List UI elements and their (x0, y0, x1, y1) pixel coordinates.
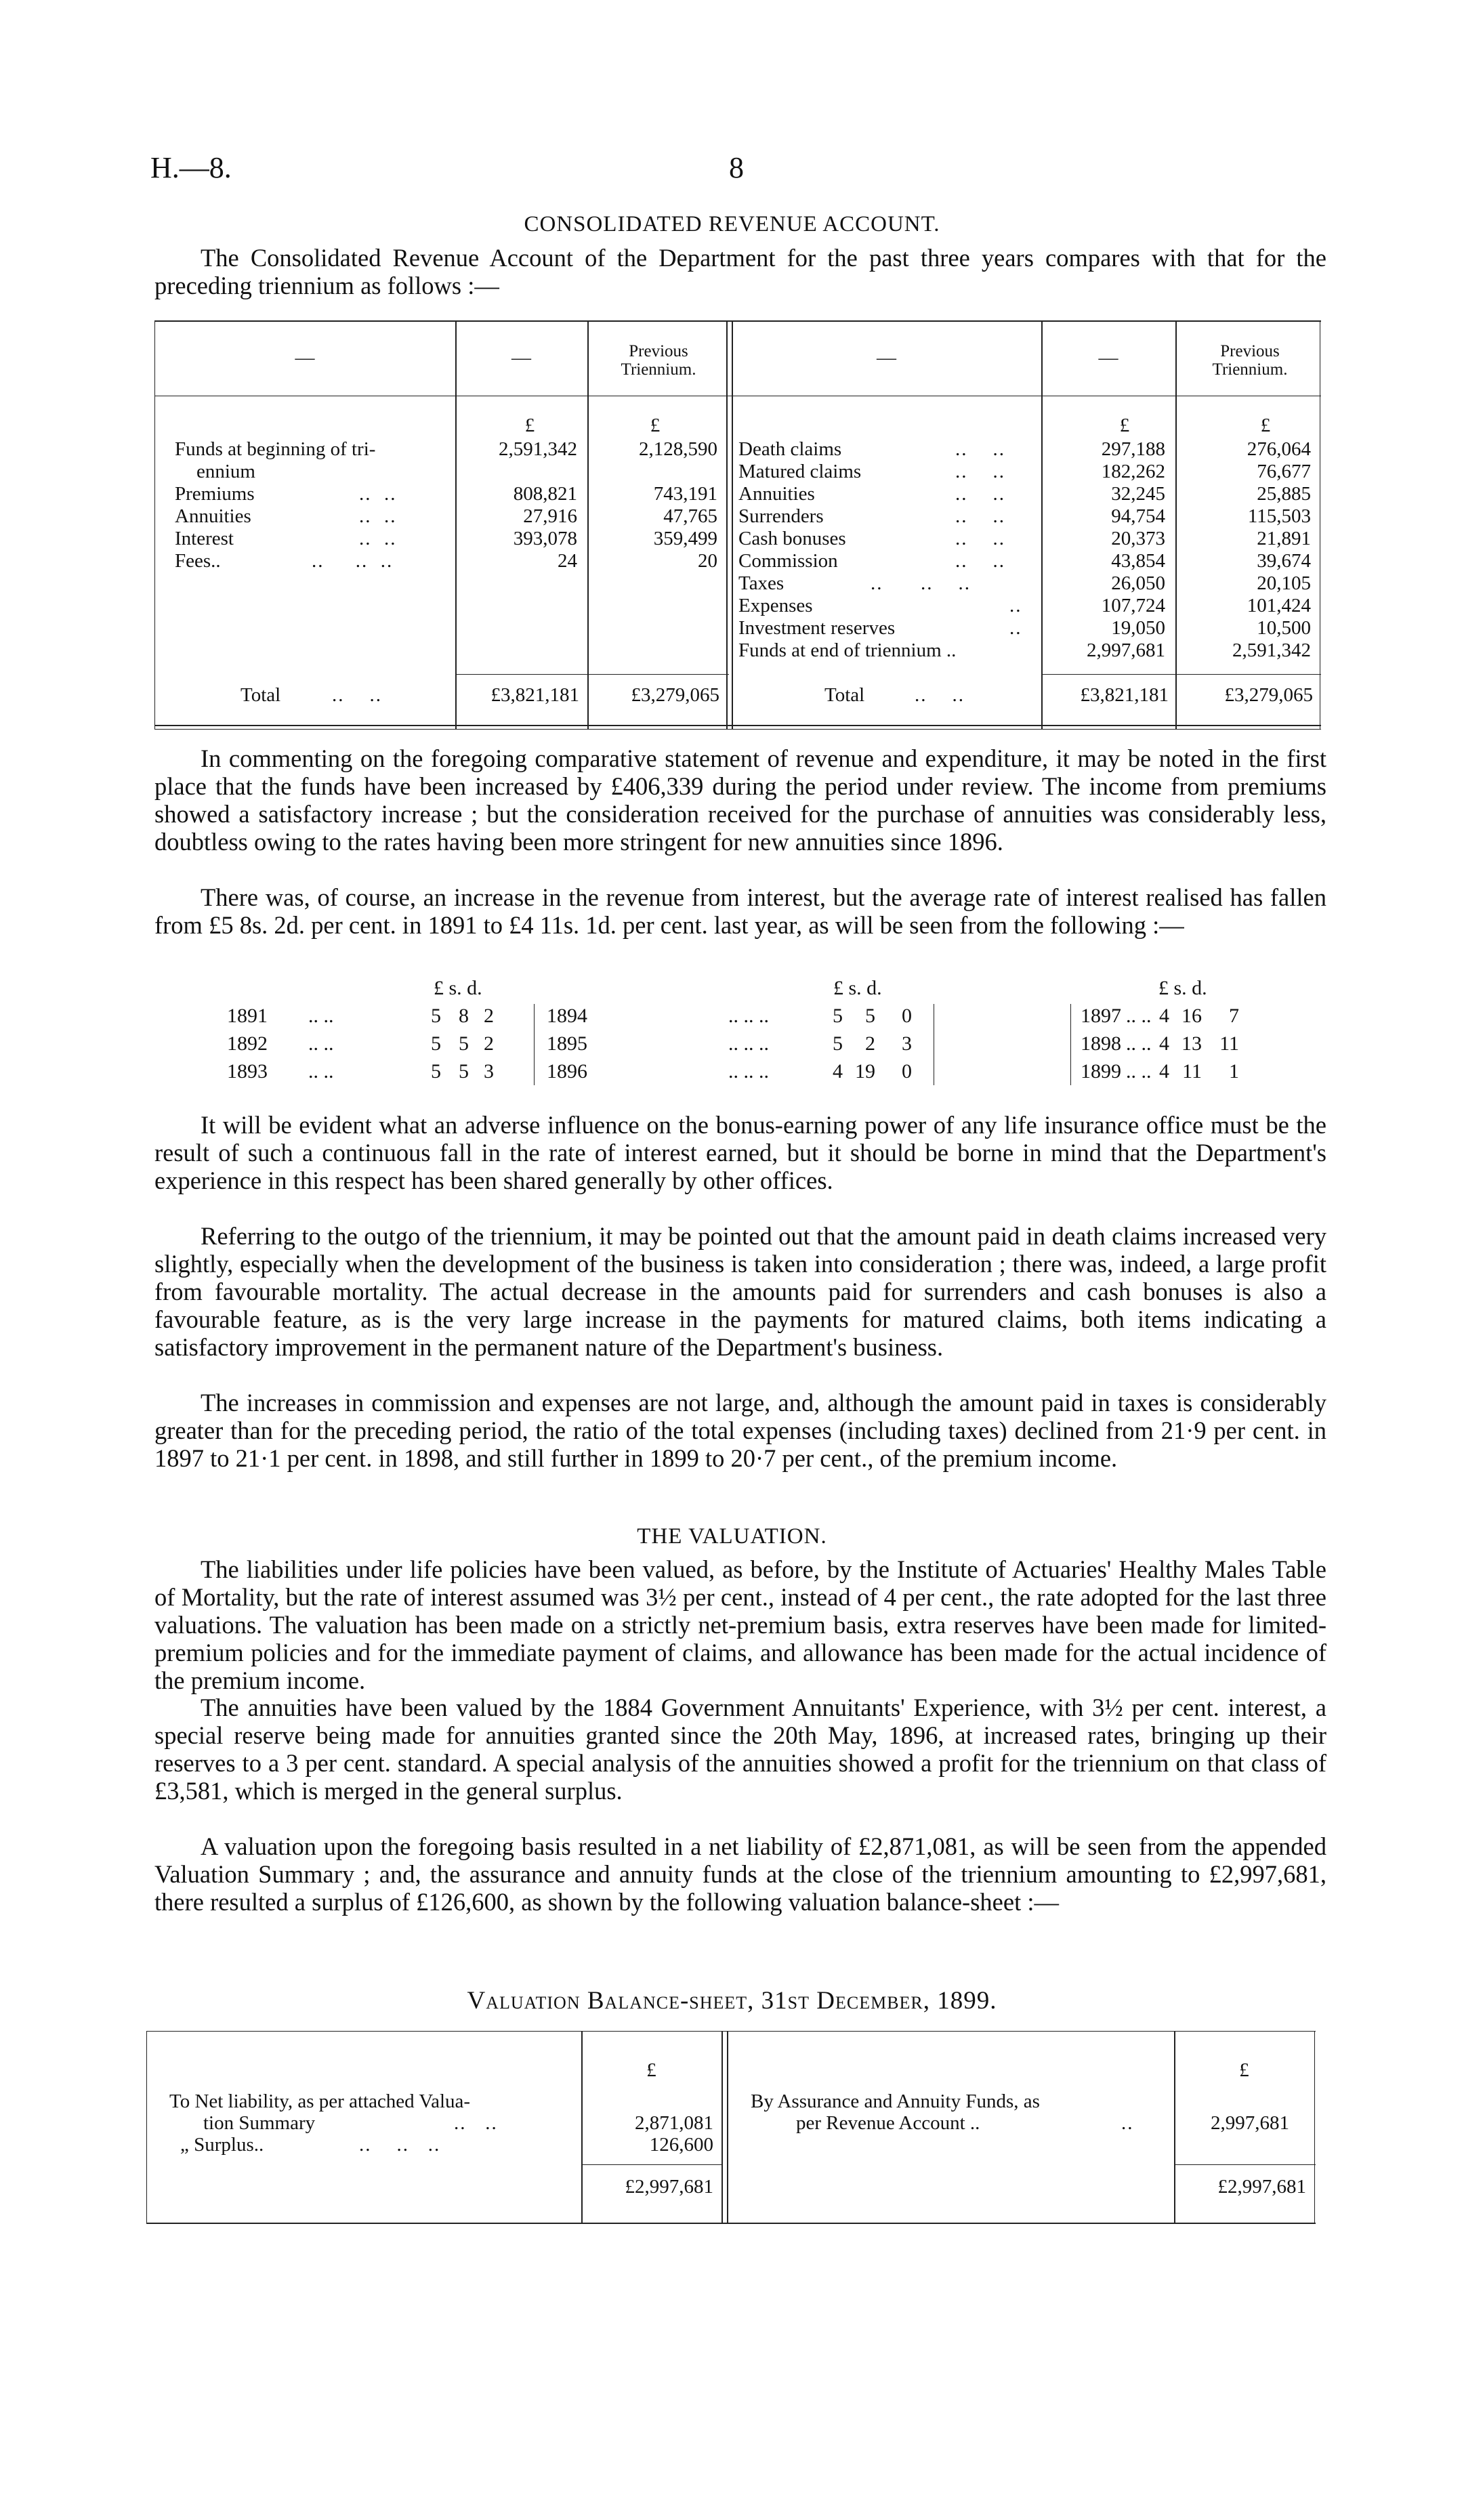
interest-shillings: 16 (1181, 1005, 1202, 1027)
left-row-current: 2,591,342 (499, 438, 577, 460)
dot-leader: .. .. .. (728, 1005, 769, 1027)
left-row-current: 808,821 (513, 483, 577, 505)
paragraph-outgo: Referring to the outgo of the triennium, it may be pointed out that the amount paid in death claims increased very slightly, especially when the development of the business is taken into consideration ; there was, indeed, a large profit from favourable mortality. The actual decrease in the amounts paid for surrenders and cash bonuses is also a favourable feature, as is the very large increase in the payments for matured claims, both items indicating a satisfactory improvement in the permanent nature of the Department's business. (154, 1222, 1326, 1361)
right-row-label: Funds at end of triennium .. (738, 639, 957, 661)
section-heading-valuation: THE VALUATION. (637, 1524, 827, 1549)
dot-leader: .. .. (1126, 1005, 1152, 1027)
interest-shillings: 5 (459, 1032, 469, 1055)
right-row-label: Annuities (738, 483, 815, 505)
interest-year: 1894 (547, 1005, 587, 1027)
interest-pounds: 4 (1159, 1005, 1169, 1027)
right-row-previous: 101,424 (1247, 595, 1311, 616)
left-row-current: 27,916 (523, 505, 577, 527)
left-row-label: Annuities (175, 505, 251, 527)
right-row-previous: 76,677 (1257, 461, 1311, 482)
currency-symbol: £ (650, 415, 661, 436)
left-row-label: Interest (175, 528, 234, 549)
interest-year: 1898 (1081, 1032, 1121, 1055)
col-header-right-current: — (1098, 347, 1118, 369)
interest-pounds: 4 (1159, 1060, 1169, 1083)
interest-shillings: 5 (865, 1005, 875, 1027)
right-row-label: Cash bonuses (738, 528, 846, 549)
interest-pounds: 5 (431, 1060, 441, 1083)
interest-shillings: 5 (459, 1060, 469, 1083)
interest-pence: 1 (1229, 1060, 1239, 1083)
revenue-intro: The Consolidated Revenue Account of the Department for the past three years compares with that for the preceding triennium as follows :— (154, 244, 1326, 299)
document-reference: H.—8. (150, 151, 232, 184)
right-total-label: Total (824, 684, 865, 706)
paragraph-valuation-result: A valuation upon the foregoing basis resulted in a net liability of £2,871,081, as will be seen from the appended Valuation Summary ; and, the assurance and annuity funds at the close of the triennium amounting to £2,997,681, there resulted a surplus of £126,600, as shown by the following valuation balance-sheet :— (154, 1832, 1326, 1916)
interest-shillings: 13 (1181, 1032, 1202, 1055)
lsd-header: £ s. d. (833, 977, 882, 999)
right-row-current: 182,262 (1101, 461, 1165, 482)
interest-shillings: 11 (1182, 1060, 1202, 1083)
lsd-header: £ s. d. (434, 977, 482, 999)
currency-symbol: £ (1119, 415, 1130, 436)
right-row-label: Surrenders (738, 505, 824, 527)
interest-year: 1892 (227, 1032, 268, 1055)
lsd-header: £ s. d. (1158, 977, 1207, 999)
right-row-current: 19,050 (1111, 617, 1165, 639)
interest-pence: 7 (1229, 1005, 1239, 1027)
col-header-right-label: — (877, 347, 896, 369)
dot-leader: .. .. (1126, 1060, 1152, 1083)
interest-pounds: 5 (431, 1005, 441, 1027)
right-row-current: 32,245 (1111, 483, 1165, 505)
right-total-previous: £3,279,065 (1224, 684, 1313, 706)
interest-shillings: 8 (459, 1005, 469, 1027)
right-row-previous: 39,674 (1257, 550, 1311, 572)
interest-year: 1899 (1081, 1060, 1121, 1083)
col-header-left-label: — (295, 347, 315, 369)
balance-sheet-title: Valuation Balance-sheet, 31st December, 1899. (467, 1987, 997, 2015)
paragraph-annuities: The annuities have been valued by the 1884 Government Annuitants' Experience, with 3½ per cent. interest, a special reserve being made for annuities granted since the 20th May, 1896, at increased rates, bringing up their reserves to a 3 per cent. standard. A special analysis of the annuities showed a profit for the triennium on that class of £3,581, which is merged in the general surplus. (154, 1694, 1326, 1805)
interest-year: 1897 (1081, 1005, 1121, 1027)
left-row-current: 24 (558, 550, 577, 572)
dot-leader: .. .. (1126, 1032, 1152, 1055)
interest-year: 1893 (227, 1060, 268, 1083)
right-row-label: Commission (738, 550, 838, 572)
balance-sheet-table: £ £ To Net liability, as per attached Valua- tion Summary .. .. „ Surplus.. .. .. .. 2,871,081 126,600 £2,997,681 By Assurance and Annuity Funds, as per Revenue Account .. .. 2,997,681 £2,997,681 (0, 0, 1464, 2303)
paragraph-commission: The increases in commission and expenses are not large, and, although the amount paid in taxes is considerably greater than for the preceding period, the ratio of the total expenses (including taxes) declined from 21·9 per cent. in 1897 to 21·1 per cent. in 1898, and still further in 1899 to 20·7 per cent., of the premium income. (154, 1389, 1326, 1472)
section-heading-revenue: CONSOLIDATED REVENUE ACCOUNT. (524, 212, 940, 236)
page-number: 8 (729, 151, 744, 184)
interest-shillings: 19 (855, 1060, 875, 1083)
interest-pence: 3 (902, 1032, 912, 1055)
sheet-net-liability: 2,871,081 (635, 2112, 713, 2134)
right-row-current: 43,854 (1111, 550, 1165, 572)
right-row-current: 297,188 (1101, 438, 1165, 460)
right-row-label: Investment reserves (738, 617, 896, 639)
right-row-previous: 115,503 (1247, 505, 1311, 527)
currency-symbol: £ (1239, 2059, 1249, 2081)
col-header-left-current: — (511, 347, 531, 369)
paragraph-liabilities: The liabilities under life policies have been valued, as before, by the Institute of Actuaries' Healthy Males Table of Mortality, but the rate of interest assumed was 3½ per cent., instead of 4 per cent., the rate adopted for the last three valuations. The valuation has been made on a strictly net-premium basis, extra reserves have been made for limited-premium policies and for the immediate payment of claims, and allowance has been made for the actual incidence of the premium income. (154, 1555, 1326, 1694)
interest-pence: 11 (1219, 1032, 1239, 1055)
interest-pounds: 5 (833, 1032, 843, 1055)
col-header-left-previous: Previous Triennium. (621, 342, 696, 379)
interest-pounds: 4 (1159, 1032, 1169, 1055)
left-total-label: Total (240, 684, 281, 706)
sheet-right-label: By Assurance and Annuity Funds, as (751, 2091, 1040, 2112)
dot-leader: .. .. (308, 1005, 334, 1027)
left-row-previous: 743,191 (653, 483, 717, 505)
paragraph-commentary: In commenting on the foregoing comparative statement of revenue and expenditure, it may be noted in the first place that the funds have been increased by £406,339 during the period under review. The income from premiums showed a satisfactory increase ; but the consideration received for the purchase of annuities was considerably less, doubtless owing to the rates having been more stringent for new annuities since 1896. (154, 744, 1326, 856)
left-row-label: Fees.. (175, 550, 221, 572)
interest-pounds: 5 (833, 1005, 843, 1027)
sheet-surplus: 126,600 (649, 2134, 713, 2156)
right-row-current: 2,997,681 (1087, 639, 1165, 661)
sheet-right-label: per Revenue Account .. (796, 2112, 980, 2134)
right-row-previous: 20,105 (1257, 572, 1311, 594)
sheet-left-label: tion Summary (203, 2112, 316, 2134)
left-row-previous: 20 (698, 550, 717, 572)
dot-leader: .. .. (308, 1060, 334, 1083)
dot-leader: .. .. .. (728, 1032, 769, 1055)
left-row-previous: 47,765 (663, 505, 717, 527)
currency-symbol: £ (646, 2059, 656, 2081)
interest-pounds: 4 (833, 1060, 843, 1083)
interest-year: 1891 (227, 1005, 268, 1027)
sheet-left-label: „ Surplus.. (180, 2134, 264, 2156)
sheet-left-label: To Net liability, as per attached Valua- (169, 2091, 471, 2112)
right-row-label: Taxes (738, 572, 785, 594)
revenue-table: — — Previous Triennium. — — Previous Triennium. £ £ £ £ Funds at beginning of tri- ennium 2,591,342 2,128,590 Premiums .. .. 808,821 743,191 Annuities .. .. 27,916 47,765 Interest .. .. 393,078 359,499 Fees.. .. .. .. 24 20 Death claims 297,188 276,064 Matured claims 182,262 76,677 Annuities 32,245 25,885 Surrenders 94,754 115,503 Cash bonuses 20,373 21,891 Commission 43,854 39,674 Taxes 26,050 20,105 Expenses 107,724 101,424 Investment reserves 19,050 10,500 Funds at end of triennium .. 2,997,681 2,591,342 Total .. .. £3,821,181 £3,279,065 Total .. .. £3,821,181 £3,279,065 (0, 0, 1464, 745)
dot-leader: .. .. (308, 1032, 334, 1055)
paragraph-adverse-influence: It will be evident what an adverse influence on the bonus-earning power of any life insurance office must be the result of such a continuous fall in the rate of interest earned, but it should be borne in mind that the Department's experience in this respect has been shared generally by other offices. (154, 1111, 1326, 1194)
interest-pence: 3 (484, 1060, 494, 1083)
right-row-label: Death claims (738, 438, 842, 460)
right-row-previous: 2,591,342 (1232, 639, 1311, 661)
right-row-current: 26,050 (1111, 572, 1165, 594)
left-row-label: ennium (196, 461, 255, 482)
left-row-previous: 2,128,590 (639, 438, 717, 460)
left-total-current: £3,821,181 (490, 684, 579, 706)
sheet-left-total: £2,997,681 (625, 2176, 713, 2198)
sheet-funds: 2,997,681 (1211, 2112, 1289, 2134)
right-row-previous: 276,064 (1247, 438, 1311, 460)
left-total-previous: £3,279,065 (631, 684, 719, 706)
paragraph-interest: There was, of course, an increase in the revenue from interest, but the average rate of interest realised has fallen from £5 8s. 2d. per cent. in 1891 to £4 11s. 1d. per cent. last year, as will be seen from the following :— (154, 883, 1326, 939)
interest-pence: 2 (484, 1005, 494, 1027)
right-row-previous: 21,891 (1257, 528, 1311, 549)
left-row-label: Funds at beginning of tri- (175, 438, 376, 460)
interest-pence: 0 (902, 1060, 912, 1083)
right-row-previous: 10,500 (1257, 617, 1311, 639)
right-row-previous: 25,885 (1257, 483, 1311, 505)
left-row-current: 393,078 (513, 528, 577, 549)
col-header-right-previous: Previous Triennium. (1212, 342, 1288, 379)
left-row-previous: 359,499 (653, 528, 717, 549)
interest-year: 1896 (547, 1060, 587, 1083)
currency-symbol: £ (524, 415, 535, 436)
interest-pence: 0 (902, 1005, 912, 1027)
right-row-label: Expenses (738, 595, 813, 616)
currency-symbol: £ (1260, 415, 1271, 436)
interest-pounds: 5 (431, 1032, 441, 1055)
sheet-right-total: £2,997,681 (1217, 2176, 1306, 2198)
right-total-current: £3,821,181 (1080, 684, 1169, 706)
right-row-label: Matured claims (738, 461, 862, 482)
interest-pence: 2 (484, 1032, 494, 1055)
left-row-label: Premiums (175, 483, 255, 505)
dot-leader: .. .. .. (728, 1060, 769, 1083)
right-row-current: 94,754 (1111, 505, 1165, 527)
interest-shillings: 2 (865, 1032, 875, 1055)
interest-year: 1895 (547, 1032, 587, 1055)
right-row-current: 107,724 (1101, 595, 1165, 616)
right-row-current: 20,373 (1111, 528, 1165, 549)
